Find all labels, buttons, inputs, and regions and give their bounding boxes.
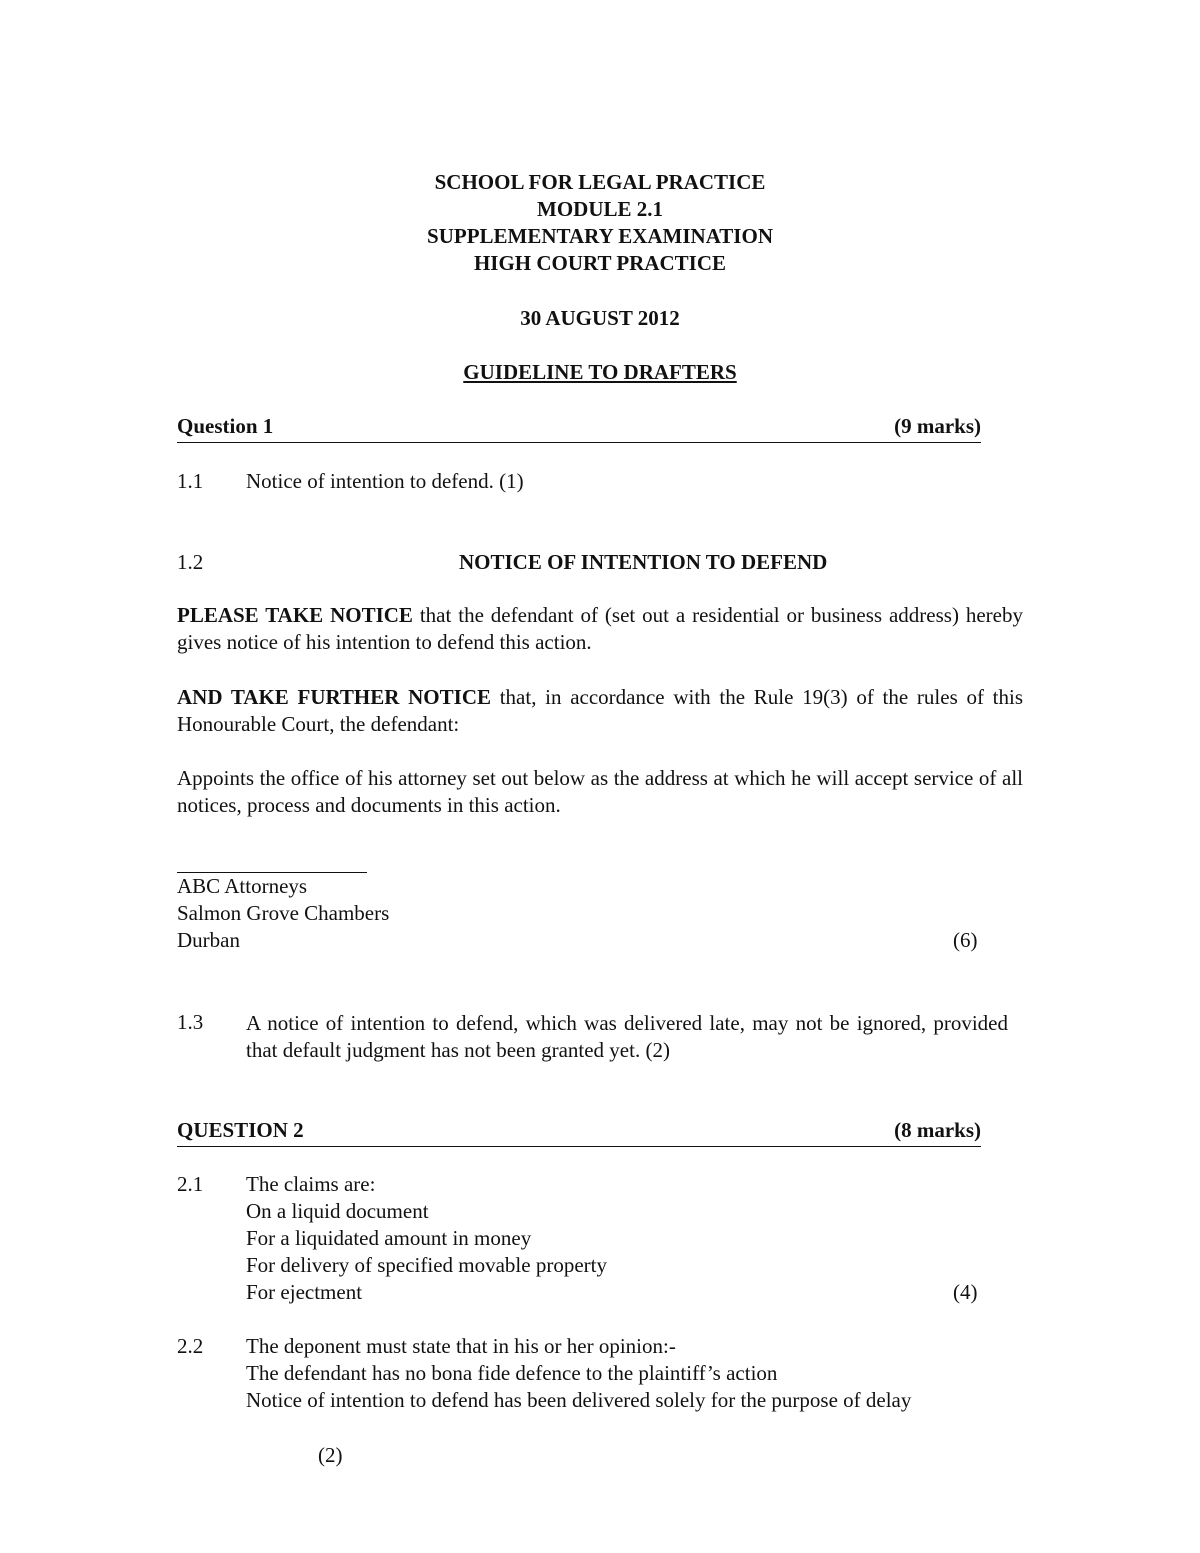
address-line-2: Salmon Grove Chambers [177,901,390,925]
item-2-1-line: For a liquidated amount in money [246,1226,532,1250]
notice-paragraph-1 [177,602,1023,656]
item-2-2-line: The defendant has no bona fide defence to the plaintiff’s action [246,1361,778,1385]
item-2-2-mark: (2) [318,1443,343,1467]
item-1-3-number: 1.3 [177,1010,204,1034]
question-1-title: Question 1 [177,414,274,438]
address-mark: (6) [953,928,978,952]
question-2-marks: (8 marks) [894,1118,981,1142]
notice-paragraph-1-text: that the defendant of (set out a residential or business address) hereby gives notice of his intention to defend this action. [177,603,1023,654]
course-title: HIGH COURT PRACTICE [473,251,727,275]
item-1-2-number: 1.2 [177,550,204,574]
notice-paragraph-2-bold: AND TAKE FURTHER NOTICE [177,685,491,709]
notice-paragraph-2 [177,684,1023,738]
question-1-heading [177,414,981,443]
question-2-heading [177,1118,981,1147]
item-2-2-line: Notice of intention to defend has been delivered solely for the purpose of delay [246,1388,912,1412]
address-line-3: Durban [177,928,240,952]
exam-date: 30 AUGUST 2012 [520,306,680,330]
notice-paragraph-1-bold: PLEASE TAKE NOTICE [177,603,413,627]
item-2-1-line: The claims are: [246,1172,376,1196]
school-title: SCHOOL FOR LEGAL PRACTICE [434,170,766,194]
address-line-1: ABC Attorneys [177,874,308,898]
exam-title: SUPPLEMENTARY EXAMINATION [427,224,773,248]
item-2-2-line: The deponent must state that in his or her opinion:- [246,1334,676,1358]
item-2-2-number: 2.2 [177,1334,204,1358]
notice-heading: NOTICE OF INTENTION TO DEFEND [459,550,828,574]
guideline-subtitle [0,360,1200,385]
item-1-1-text: Notice of intention to defend. (1) [246,469,524,493]
item-2-1-line: On a liquid document [246,1199,429,1223]
question-1-marks: (9 marks) [894,414,981,438]
item-1-3-text: A notice of intention to defend, which was delivered late, may not be ignored, provided that default judgment has not been granted yet. (2) [246,1011,1008,1062]
item-1-1-number: 1.1 [177,469,204,493]
item-2-1-number: 2.1 [177,1172,204,1196]
question-2-title: QUESTION 2 [177,1118,304,1142]
notice-paragraph-3: Appoints the office of his attorney set out below as the address at which he will accept service of all notices, process and documents in this action. [177,766,1023,817]
item-2-1-mark: (4) [953,1280,978,1304]
guideline-subtitle-text: GUIDELINE TO DRAFTERS [463,360,737,384]
signature-line [177,872,367,873]
item-2-1-line: For ejectment [246,1280,363,1304]
notice-paragraph-2-text: that, in accordance with the Rule 19(3) of the rules of this Honourable Court, the defendant: [177,685,1023,736]
module-title: MODULE 2.1 [537,197,663,221]
item-2-1-line: For delivery of specified movable property [246,1253,607,1277]
